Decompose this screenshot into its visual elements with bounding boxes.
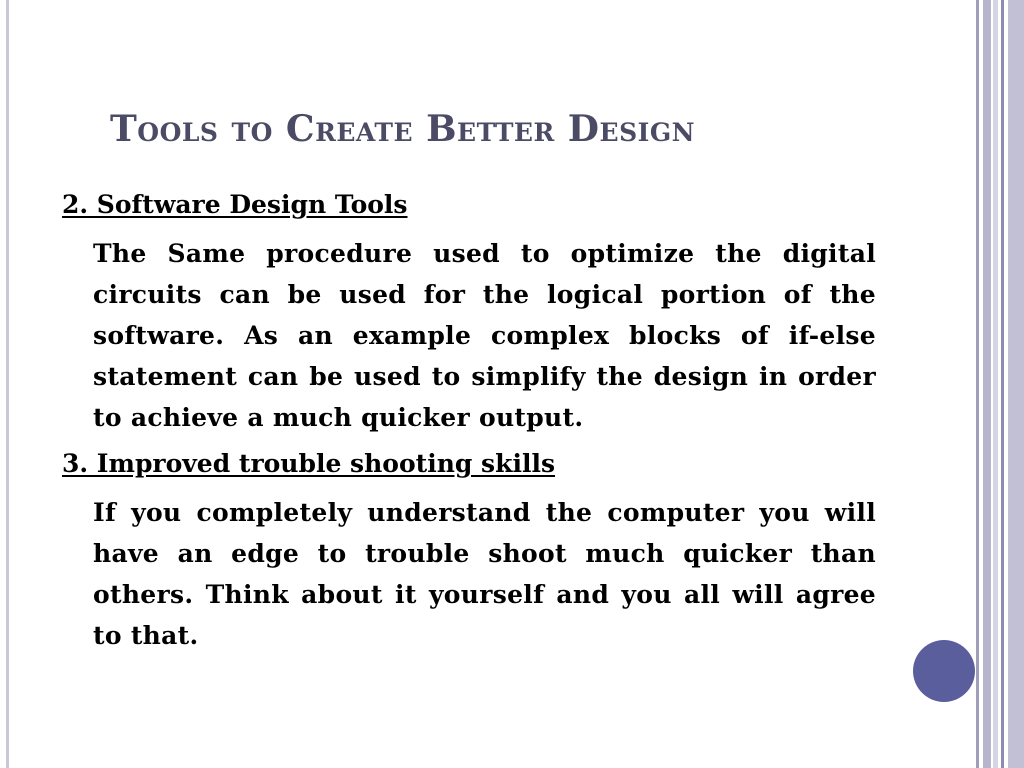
section-body-trouble-shooting-skills: If you completely understand the computer you will have an edge to trouble shoot much quicker than others. Think about it yourself and you all will agree to that. xyxy=(93,498,876,650)
decorative-stripe xyxy=(1001,0,1004,768)
decorative-stripe xyxy=(976,0,979,768)
slide-content xyxy=(62,187,876,656)
section-body-software-design-tools: The Same procedure used to optimize the digital circuits can be used for the logical portion of the software. As an example complex blocks of if-else statement can be used to simplify the design in order to achieve a much quicker output. xyxy=(93,239,876,432)
decorative-stripe xyxy=(983,0,991,768)
decorative-stripe xyxy=(1008,0,1024,768)
decorative-stripe xyxy=(993,0,998,768)
decorative-circle xyxy=(913,640,975,702)
left-border-line xyxy=(6,0,9,768)
section-heading-trouble-shooting-skills: 3. Improved trouble shooting skills xyxy=(62,449,556,478)
section-heading-software-design-tools: 2. Software Design Tools xyxy=(62,190,408,219)
slide-title: Tools to Create Better Design xyxy=(110,108,696,150)
